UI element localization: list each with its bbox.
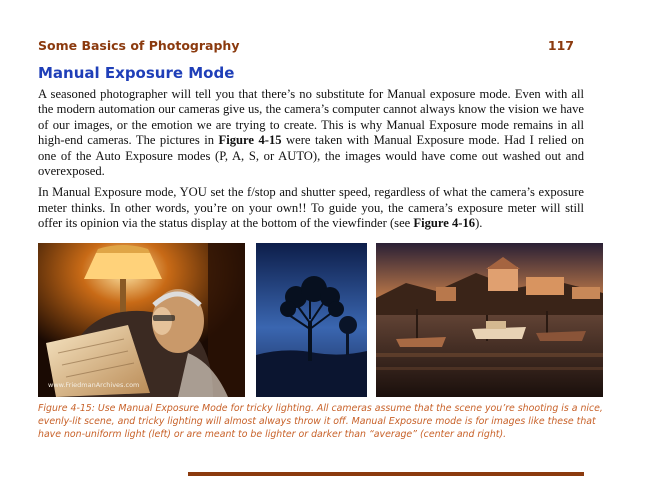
paragraph-1-text-b: were taken with Manual Exposure mode. Had I relied on one of the Auto Exposure modes (P, A, S, or AUTO), the images would have come out washed out and overexposed. <box>38 133 585 179</box>
paragraph-2-text-a: In Manual Exposure mode, YOU set the f/stop and shutter speed, regardless of what the camera’s exposure meter thinks. In other words, you’re on your own!! To guide you, the camera’s exposure meter will still offer its opinion via the status display at the bottom of the viewfinder (see <box>38 185 584 231</box>
paragraph-1-text-a: A seasoned photographer will tell you that there’s no substitute for Manual exposure mode. Even with all the modern automation our cameras give us, the camera’s computer cannot always know the vision we have of our images, or the emotion we are trying to create. This is why Manual Exposure mode remains in all high-end cameras. The pictures in <box>38 87 584 148</box>
photo-credit: www.FriedmanArchives.com <box>48 381 140 389</box>
figure-caption: Figure 4-15: Use Manual Exposure Mode for tricky lighting. All cameras assume that the scene you’re shooting is a nice, evenly-lit scene, and tricky lighting will almost always throw it off. Manual Exposure mode is for images like these that have non-uniform light (left) or are meant to be lighter or darker than “average” (center and right). <box>38 403 603 440</box>
page-number: 117 <box>547 38 574 53</box>
figure-4-15-reference: Figure 4-15 <box>218 133 282 148</box>
running-header <box>38 38 574 53</box>
paragraph-1 <box>38 87 584 179</box>
photo-tree-dusk <box>256 243 367 397</box>
section-title: Manual Exposure Mode <box>38 64 235 82</box>
footer-rule <box>188 472 584 476</box>
body-text <box>38 87 584 238</box>
header-title: Some Basics of Photography <box>38 38 240 53</box>
figure-4-16-reference: Figure 4-16 <box>413 216 476 231</box>
paragraph-2-text-b: ). <box>475 216 483 231</box>
paragraph-2 <box>38 185 584 231</box>
photo-man-reading <box>38 243 245 397</box>
photo-harbor-sunset <box>376 243 603 397</box>
